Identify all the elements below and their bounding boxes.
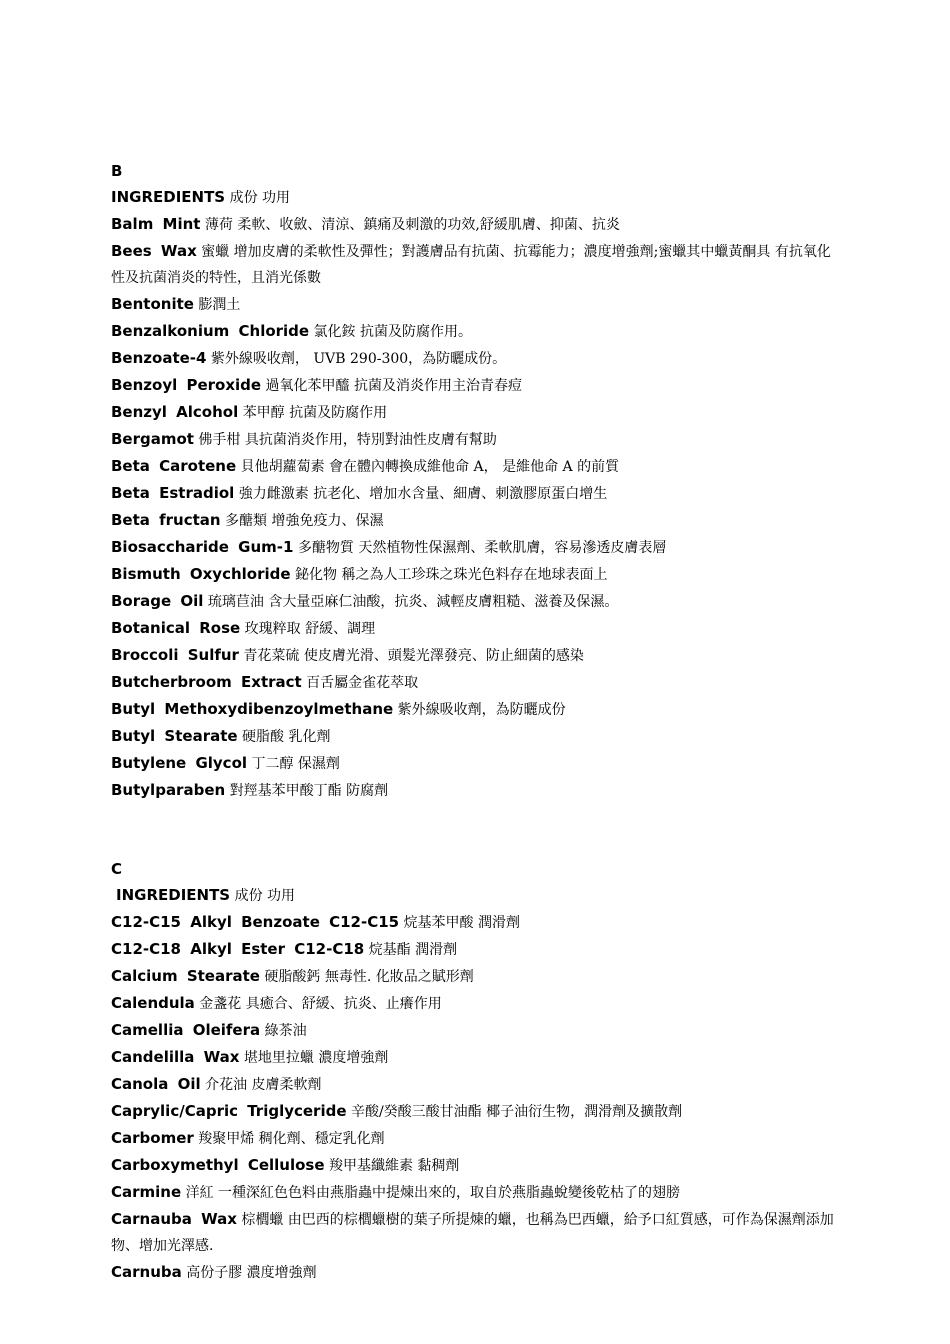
ingredient-description: 硬脂酸鈣 無毒性. 化妝品之賦形劑	[264, 969, 474, 985]
ingredient-name: Benzoate-4	[111, 349, 207, 367]
ingredient-row	[111, 453, 841, 480]
ingredient-name: Carbomer	[111, 1129, 194, 1147]
ingredient-description: 綠茶油	[264, 1023, 307, 1039]
ingredient-row	[111, 1125, 841, 1152]
ingredient-name: Calendula	[111, 994, 195, 1012]
ingredient-name: Borage Oil	[111, 592, 204, 610]
ingredient-row	[111, 669, 841, 696]
ingredient-name: Carnuba	[111, 1263, 182, 1281]
ingredient-description: 烷基酯 潤滑劑	[368, 942, 458, 958]
ingredient-name: Butylene Glycol	[111, 754, 248, 772]
ingredient-name: Balm Mint	[111, 215, 201, 233]
ingredient-description: 高份子膠 濃度增強劑	[186, 1265, 317, 1281]
ingredient-name: Beta Estradiol	[111, 484, 235, 502]
ingredient-row	[111, 750, 841, 777]
ingredient-description: 玫瑰粹取 舒緩、調理	[244, 621, 376, 637]
ingredient-name: Bergamot	[111, 430, 194, 448]
header-desc: 成份 功用	[229, 190, 291, 206]
ingredient-description: 佛手柑 具抗菌消炎作用，特別對油性皮膚有幫助	[198, 432, 497, 448]
ingredient-name: Camellia Oleifera	[111, 1021, 261, 1039]
ingredient-row	[111, 1044, 841, 1071]
ingredient-name: Carmine	[111, 1183, 182, 1201]
ingredient-row	[111, 480, 841, 507]
ingredient-name: Butyl Stearate	[111, 727, 238, 745]
ingredient-row	[111, 936, 841, 963]
ingredient-description: 琉璃苣油 含大量亞麻仁油酸，抗炎、減輕皮膚粗糙、滋養及保濕。	[207, 594, 619, 610]
ingredient-row	[111, 1152, 841, 1179]
ingredient-row	[111, 399, 841, 426]
ingredient-description: 紫外線吸收劑， UVB 290-300，為防曬成份。	[210, 351, 507, 367]
ingredient-description: 硬脂酸 乳化劑	[242, 729, 331, 745]
ingredient-row	[111, 1098, 841, 1125]
ingredient-description: 多醣類 增強免疫力、保濕	[225, 513, 384, 529]
ingredient-description: 鉍化物 稱之為人工珍珠之珠光色料存在地球表面上	[295, 567, 608, 583]
ingredient-name: Botanical Rose	[111, 619, 241, 637]
ingredient-description: 苯甲醇 抗菌及防腐作用	[242, 405, 388, 421]
ingredient-row	[111, 507, 841, 534]
ingredient-description: 氯化銨 抗菌及防腐作用。	[313, 324, 472, 340]
header-term: INGREDIENTS	[116, 886, 231, 904]
ingredient-description: 洋紅 一種深紅色色料由燕脂蟲中提煉出來的，取自於燕脂蟲蛻變後乾枯了的翅膀	[185, 1185, 681, 1201]
ingredient-row	[111, 1179, 841, 1206]
ingredient-description: 百舌屬金雀花萃取	[306, 675, 419, 691]
ingredient-name: Butcherbroom Extract	[111, 673, 302, 691]
ingredient-name: C12-C15 Alkyl Benzoate C12-C15	[111, 913, 400, 931]
ingredient-row	[111, 291, 841, 318]
ingredient-row	[111, 1017, 841, 1044]
ingredient-description: 貝他胡蘿蔔素 會在體內轉換成維他命 A， 是維他命 A 的前質	[240, 459, 620, 475]
ingredient-row	[111, 318, 841, 345]
ingredient-name: Carnauba Wax	[111, 1210, 237, 1228]
ingredient-description: 棕櫚蠟 由巴西的棕櫚蠟樹的葉子所提煉的蠟，也稱為巴西蠟，給予口紅質感，可作為保濕劑添加物、增加光澤感.	[111, 1212, 834, 1254]
section-c	[111, 856, 841, 1286]
ingredient-row	[111, 588, 841, 615]
ingredient-name: Bismuth Oxychloride	[111, 565, 291, 583]
ingredient-description: 堪地里拉蠟 濃度增強劑	[243, 1050, 389, 1066]
ingredient-name: Butylparaben	[111, 781, 226, 799]
ingredient-name: Benzalkonium Chloride	[111, 322, 310, 340]
ingredient-description: 羧聚甲烯 稠化劑、穩定乳化劑	[198, 1131, 385, 1147]
ingredient-description: 丁二醇 保濕劑	[251, 756, 340, 772]
ingredient-row	[111, 777, 841, 804]
ingredient-name: Calcium Stearate	[111, 967, 260, 985]
ingredient-name: C12-C18 Alkyl Ester C12-C18	[111, 940, 365, 958]
ingredient-description: 紫外線吸收劑，為防曬成份	[397, 702, 566, 718]
table-header	[111, 184, 841, 211]
document-page	[111, 158, 841, 1286]
ingredient-row	[111, 615, 841, 642]
ingredient-row	[111, 211, 841, 238]
ingredient-description: 薄荷 柔軟、收斂、清涼、鎮痛及刺激的功效,舒緩肌膚、抑菌、抗炎	[204, 217, 620, 233]
ingredient-description: 對羥基苯甲酸丁酯 防腐劑	[229, 783, 389, 799]
ingredient-name: Beta Carotene	[111, 457, 237, 475]
ingredient-row	[111, 642, 841, 669]
ingredient-row	[111, 561, 841, 588]
ingredient-row	[111, 990, 841, 1017]
ingredient-row	[111, 426, 841, 453]
ingredient-description: 辛酸/癸酸三酸甘油酯 椰子油衍生物，潤滑劑及擴散劑	[350, 1104, 683, 1120]
section-letter: B	[111, 162, 123, 180]
ingredient-name: Bees Wax	[111, 242, 197, 260]
section-letter: C	[111, 860, 123, 878]
ingredient-description: 膨潤土	[198, 297, 241, 313]
ingredient-description: 烷基苯甲酸 潤滑劑	[403, 915, 520, 931]
ingredient-list	[111, 211, 841, 804]
ingredient-row	[111, 1259, 841, 1286]
ingredient-name: Caprylic/Capric Triglyceride	[111, 1102, 347, 1120]
ingredient-row	[111, 238, 841, 291]
ingredient-row	[111, 1071, 841, 1098]
ingredient-name: Butyl Methoxydibenzoylmethane	[111, 700, 394, 718]
ingredient-description: 青花菜硫 使皮膚光滑、頭髮光澤發亮、防止細菌的感染	[243, 648, 584, 664]
ingredient-list	[111, 909, 841, 1286]
ingredient-name: Broccoli Sulfur	[111, 646, 239, 664]
ingredient-name: Carboxymethyl Cellulose	[111, 1156, 325, 1174]
ingredient-row	[111, 534, 841, 561]
header-desc: 成份 功用	[234, 888, 296, 904]
ingredient-row	[111, 909, 841, 936]
ingredient-name: Canola Oil	[111, 1075, 201, 1093]
ingredient-description: 過氧化苯甲醯 抗菌及消炎作用主治青春痘	[265, 378, 522, 394]
ingredient-name: Biosaccharide Gum-1	[111, 538, 294, 556]
ingredient-row	[111, 1206, 841, 1259]
ingredient-row	[111, 372, 841, 399]
ingredient-description: 羧甲基纖維素 黏稠劑	[328, 1158, 460, 1174]
section-spacer	[111, 804, 841, 856]
ingredient-row	[111, 723, 841, 750]
ingredient-description: 蜜蠟 增加皮膚的柔軟性及彈性；對護膚品有抗菌、抗霉能力；濃度增強劑;蜜蠟其中蠟黃酮具 有抗氧化性及抗菌消炎的特性，且消光係數	[111, 244, 831, 286]
table-header	[111, 882, 841, 909]
ingredient-name: Benzyl Alcohol	[111, 403, 239, 421]
section-b	[111, 158, 841, 804]
ingredient-description: 金盞花 具癒合、舒緩、抗炎、止癢作用	[199, 996, 442, 1012]
ingredient-name: Candelilla Wax	[111, 1048, 240, 1066]
ingredient-row	[111, 696, 841, 723]
ingredient-name: Benzoyl Peroxide	[111, 376, 262, 394]
ingredient-description: 多醣物質 天然植物性保濕劑、柔軟肌膚，容易滲透皮膚表層	[297, 540, 667, 556]
ingredient-row	[111, 345, 841, 372]
ingredient-description: 介花油 皮膚柔軟劑	[205, 1077, 322, 1093]
ingredient-name: Bentonite	[111, 295, 194, 313]
ingredient-name: Beta fructan	[111, 511, 221, 529]
ingredient-description: 強力雌激素 抗老化、增加水含量、細膚、刺激膠原蛋白增生	[238, 486, 608, 502]
header-term: INGREDIENTS	[111, 188, 226, 206]
ingredient-row	[111, 963, 841, 990]
